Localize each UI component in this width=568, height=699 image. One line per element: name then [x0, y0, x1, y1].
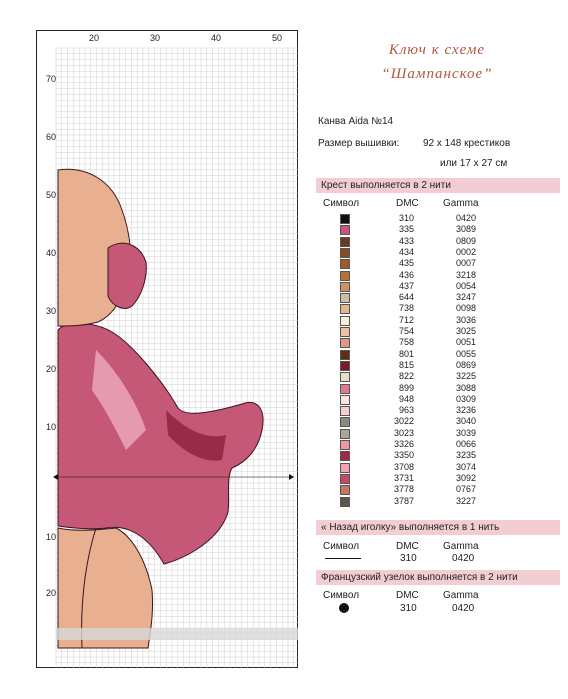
thread-gamma-code: 0767: [455, 484, 476, 495]
thread-dmc-code: 433: [398, 235, 414, 246]
section-backstitch-band: « Назад иголку» выполняется в 1 нить: [316, 520, 560, 535]
thread-symbol-icon: [340, 327, 350, 337]
thread-key-row: [318, 292, 518, 303]
thread-gamma-code: 3218: [455, 269, 476, 280]
pattern-chart: [36, 30, 298, 668]
thread-dmc-code: 948: [398, 393, 414, 404]
thread-dmc-code: 3708: [393, 461, 414, 472]
thread-dmc-code: 712: [398, 314, 414, 325]
thread-gamma-code: 3040: [455, 416, 476, 427]
thread-key-row: [318, 213, 518, 224]
backstitch-header-dmc: DMC: [396, 541, 419, 552]
thread-dmc-code: 899: [398, 382, 414, 393]
thread-dmc-code: 815: [398, 359, 414, 370]
thread-dmc-code: 801: [398, 348, 414, 359]
chart-tick-label-left: 50: [46, 190, 57, 200]
thread-symbol-icon: [340, 417, 350, 427]
thread-symbol-icon: [340, 316, 350, 326]
thread-symbol-icon: [340, 372, 350, 382]
thread-key-row: [318, 224, 518, 235]
thread-symbol-icon: [340, 271, 350, 281]
thread-gamma-code: 3236: [455, 405, 476, 416]
thread-gamma-code: 3227: [455, 495, 476, 506]
backstitch-header-gamma: Gamma: [443, 541, 479, 552]
chart-tick-label-top: 30: [149, 33, 161, 43]
thread-key-row: [318, 303, 518, 314]
center-arrow-left: [53, 474, 58, 480]
thread-key-row: [318, 394, 518, 405]
thread-symbol-icon: [340, 237, 350, 247]
thread-key-row: [318, 349, 518, 360]
thread-gamma-code: 0809: [455, 235, 476, 246]
thread-key-row: [318, 315, 518, 326]
size-value: 92 х 148 крестиков: [423, 138, 511, 149]
thread-gamma-code: 0309: [455, 393, 476, 404]
thread-symbol-icon: [340, 406, 350, 416]
backstitch-dmc: 310: [400, 553, 417, 564]
thread-key-row: [318, 450, 518, 461]
chart-tick-label-left: 40: [46, 248, 57, 258]
knot-gamma: 0420: [452, 603, 475, 614]
thread-gamma-code: 0066: [455, 439, 476, 449]
thread-symbol-icon: [340, 282, 350, 292]
hair-bow: [108, 243, 146, 308]
canvas-info: Канва Aida №14: [318, 116, 394, 127]
thread-dmc-code: 436: [398, 269, 414, 280]
thread-symbol-icon: [340, 293, 350, 303]
thread-symbol-icon: [340, 451, 350, 461]
thread-dmc-code: 434: [398, 246, 414, 257]
backstitch-gamma: 0420: [452, 553, 475, 564]
thread-symbol-icon: [340, 463, 350, 473]
col-header-symbol: Символ: [323, 198, 360, 209]
thread-gamma-code: 3225: [455, 371, 476, 382]
chart-tick-label-left: 70: [46, 74, 57, 84]
thread-gamma-code: 3092: [455, 472, 476, 483]
thread-key-row: [318, 428, 518, 439]
thread-dmc-code: 3778: [393, 484, 414, 495]
thread-key-row: [318, 247, 518, 258]
thread-key-row: [318, 473, 518, 484]
thread-gamma-code: 3088: [455, 382, 476, 393]
thread-key-row: [318, 371, 518, 382]
chart-tick-label-top: 20: [88, 33, 100, 43]
backstitch-header-symbol: Символ: [323, 541, 360, 552]
thread-symbol-icon: [340, 338, 350, 348]
french-knot-symbol: [339, 603, 349, 613]
thread-dmc-code: 3022: [393, 416, 414, 427]
backstitch-line-symbol: [325, 558, 361, 559]
thread-key-row: [318, 496, 518, 507]
knot-header-dmc: DMC: [396, 590, 419, 601]
knot-dmc: 310: [400, 603, 417, 614]
thread-key-row: [318, 281, 518, 292]
thread-dmc-code: 3326: [393, 439, 414, 449]
thread-key-row: [318, 484, 518, 495]
thread-symbol-icon: [340, 485, 350, 495]
thread-key-row: [318, 439, 518, 450]
thread-dmc-code: 335: [398, 224, 414, 235]
key-title: Ключ к схеме: [388, 42, 486, 58]
thread-key-row: [318, 326, 518, 337]
section-cross-band: Крест выполняется в 2 нити: [316, 178, 560, 193]
thread-symbol-icon: [340, 214, 350, 224]
thread-gamma-code: 0098: [455, 303, 476, 314]
thread-gamma-code: 0420: [455, 213, 476, 223]
thread-key-row: [318, 258, 518, 269]
thread-dmc-code: 738: [398, 303, 414, 314]
thread-gamma-code: 3036: [455, 314, 476, 325]
thread-key-row: [318, 270, 518, 281]
thread-symbol-icon: [340, 304, 350, 314]
chart-tick-label-left: 20: [46, 364, 57, 374]
thread-gamma-code: 3039: [455, 427, 476, 438]
thread-symbol-icon: [340, 384, 350, 394]
thread-key-row: [318, 416, 518, 427]
thread-gamma-code: 0051: [455, 337, 476, 348]
thread-symbol-icon: [340, 474, 350, 484]
chart-bottom-band: [56, 628, 298, 640]
size-cm: или 17 х 27 см: [440, 158, 508, 169]
thread-key-row: [318, 405, 518, 416]
thread-key-row: [318, 462, 518, 473]
thread-gamma-code: 3025: [455, 326, 476, 336]
knot-header-gamma: Gamma: [443, 590, 479, 601]
thread-key-row: [318, 360, 518, 371]
size-label: Размер вышивки:: [318, 138, 400, 149]
thread-gamma-code: 0007: [455, 258, 476, 269]
chart-tick-label-top: 50: [271, 33, 283, 43]
col-header-gamma: Gamma: [443, 198, 479, 209]
thread-dmc-code: 3731: [393, 472, 414, 483]
thread-symbol-icon: [340, 429, 350, 439]
chart-tick-label-left: 20: [46, 588, 57, 598]
thread-symbol-icon: [340, 440, 350, 450]
thread-symbol-icon: [340, 248, 350, 258]
thread-dmc-code: 758: [398, 337, 414, 348]
key-title-subtitle: “Шампанское”: [381, 66, 493, 82]
thread-dmc-code: 822: [398, 371, 414, 382]
thread-gamma-code: 0054: [455, 280, 476, 291]
col-header-dmc: DMC: [396, 198, 419, 209]
thread-dmc-code: 963: [398, 405, 414, 416]
knot-header-symbol: Символ: [323, 590, 360, 601]
chart-tick-label-left: 10: [46, 422, 57, 432]
section-knot-band: Французский узелок выполняется в 2 нити: [316, 570, 560, 585]
thread-key-row: [318, 337, 518, 348]
center-arrow-right: [289, 474, 294, 480]
thread-symbol-icon: [340, 350, 350, 360]
thread-gamma-code: 3247: [455, 292, 476, 303]
thread-symbol-icon: [340, 225, 350, 235]
chart-tick-label-left: 30: [46, 306, 57, 316]
thread-dmc-code: 754: [398, 326, 414, 336]
thread-key-row: [318, 383, 518, 394]
thread-gamma-code: 0055: [455, 348, 476, 359]
thread-gamma-code: 3235: [455, 450, 476, 461]
chart-tick-label-left: 10: [46, 532, 57, 542]
thread-gamma-code: 0869: [455, 359, 476, 370]
chart-tick-label-top: 40: [210, 33, 222, 43]
thread-dmc-code: 3350: [393, 450, 414, 461]
thread-dmc-code: 3787: [393, 495, 414, 506]
thread-symbol-icon: [340, 361, 350, 371]
thread-key-row: [318, 236, 518, 247]
thread-dmc-code: 3023: [393, 427, 414, 438]
thread-symbol-icon: [340, 497, 350, 507]
thread-gamma-code: 3074: [455, 461, 476, 472]
thread-symbol-icon: [340, 395, 350, 405]
thread-gamma-code: 0002: [455, 246, 476, 257]
thread-dmc-code: 644: [398, 292, 414, 303]
thread-symbol-icon: [340, 259, 350, 269]
thread-dmc-code: 310: [398, 213, 414, 223]
thread-gamma-code: 3089: [455, 224, 476, 235]
chart-tick-label-left: 60: [46, 132, 57, 142]
thread-dmc-code: 435: [398, 258, 414, 269]
thread-dmc-code: 437: [398, 280, 414, 291]
